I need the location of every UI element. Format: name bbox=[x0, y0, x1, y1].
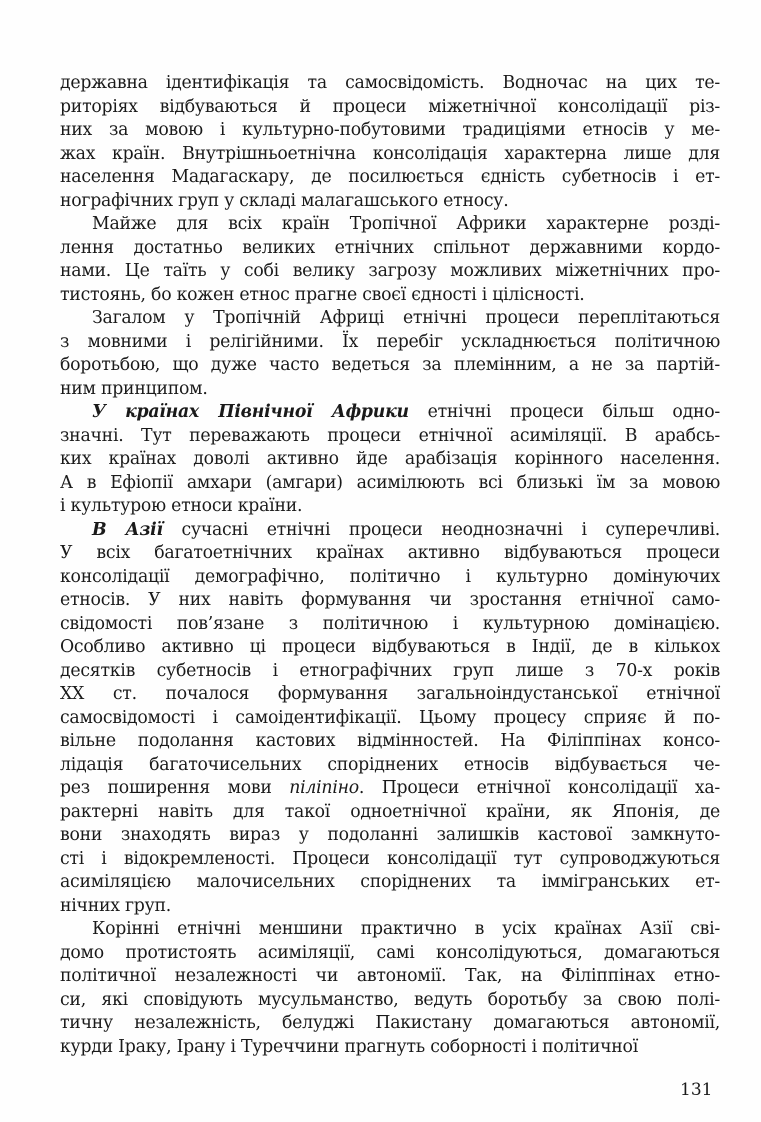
text-line bbox=[60, 613, 720, 637]
paragraph bbox=[60, 918, 720, 1059]
text-line bbox=[60, 213, 720, 237]
text-run: ких країнах доволі активно йде арабізація корінного населення. bbox=[60, 449, 720, 469]
text-run: нами. Це таїть у собі велику загрозу можливих міжетнічних про- bbox=[60, 261, 720, 281]
text-line bbox=[60, 777, 720, 801]
text-run: рез поширення мови bbox=[60, 778, 290, 798]
text-line bbox=[60, 472, 720, 496]
text-run: з мовними і релігійними. Їх перебіг ускладнюється політичною bbox=[60, 331, 720, 352]
text-line bbox=[60, 542, 720, 566]
text-line bbox=[60, 824, 720, 848]
text-line bbox=[60, 96, 720, 120]
text-line bbox=[60, 354, 720, 378]
text-line bbox=[60, 1012, 720, 1036]
text-line bbox=[60, 660, 720, 684]
text-line bbox=[60, 166, 720, 190]
text-run: вільне подолання кастових відмінностей. На Філіппінах консо- bbox=[60, 731, 720, 751]
text-line bbox=[60, 707, 720, 731]
text-run: боротьбою, що дуже часто ведеться за племінним, а не за партій- bbox=[60, 355, 720, 375]
text-run: У всіх багатоетнічних країнах активно відбуваються процеси bbox=[60, 543, 720, 563]
text-run: самосвідомості і самоідентифікації. Цьому процесу сприяє й по- bbox=[60, 707, 720, 728]
text-run: тичну незалежність, белуджі Пакистану домагаються автономії, bbox=[60, 1013, 720, 1033]
text-line bbox=[60, 260, 720, 284]
paragraph bbox=[60, 307, 720, 401]
text-run: нічних груп. bbox=[60, 895, 172, 916]
text-run: курди Іраку, Ірану і Туреччини прагнуть соборності і політичної bbox=[60, 1036, 638, 1057]
text-run: асиміляцією малочисельних споріднених та іммігранських ет- bbox=[60, 872, 720, 892]
text-run: населення Мадагаскару, де посилюється єдність субетносів і ет- bbox=[60, 167, 720, 187]
text-line bbox=[60, 190, 720, 214]
text-run: Майже для всіх країн Тропічної Африки характерне розді- bbox=[92, 214, 720, 234]
paragraph bbox=[60, 519, 720, 919]
text-run: Особливо активно ці процеси відбуваються в Індії, де в кількох bbox=[60, 637, 720, 657]
text-line bbox=[60, 237, 720, 261]
text-run: державна ідентифікація та самосвідомість. Водночас на цих те- bbox=[60, 73, 720, 93]
text-run: свідомості пов’язане з політичною і культурною домінацією. bbox=[60, 613, 720, 634]
text-line bbox=[60, 448, 720, 472]
bold-italic-heading: У країнах Північної Африки bbox=[92, 402, 409, 422]
text-run: . Процеси етнічної консолідації ха- bbox=[358, 778, 720, 798]
text-line bbox=[60, 72, 720, 96]
text-line bbox=[60, 636, 720, 660]
text-line bbox=[60, 730, 720, 754]
italic-term: піліпіно bbox=[289, 778, 359, 798]
text-line bbox=[60, 918, 720, 942]
text-run: і культурою етноси країни. bbox=[60, 496, 303, 516]
text-line bbox=[60, 895, 720, 919]
text-line bbox=[60, 965, 720, 989]
text-line bbox=[60, 1036, 720, 1060]
text-run: рактерні навіть для такої одноетнічної країни, як Японія, де bbox=[60, 801, 720, 822]
text-run: політичної незалежності чи автономії. Так, на Філіппінах етно- bbox=[60, 966, 720, 986]
text-run: лення достатньо великих етнічних спільнот державними кордо- bbox=[60, 237, 720, 258]
text-run: сті і відокремленості. Процеси консолідації тут супроводжуються bbox=[60, 848, 720, 869]
text-line bbox=[60, 871, 720, 895]
text-run: А в Ефіопії амхари (амгари) асимілюють всі близькі їм за мовою bbox=[60, 472, 720, 493]
text-line bbox=[60, 331, 720, 355]
text-line bbox=[60, 119, 720, 143]
text-run: десятків субетносів і етнографічних груп лише з 70-х років bbox=[60, 660, 720, 681]
text-run: домо протистоять асиміляції, самі консолідуються, домагаються bbox=[60, 942, 720, 963]
text-run: риторіях відбуваються й процеси міжетнічної консолідації різ- bbox=[60, 96, 720, 117]
text-run: нографічних груп у складі малагашського етносу. bbox=[60, 190, 509, 211]
text-line bbox=[60, 589, 720, 613]
paragraph bbox=[60, 72, 720, 213]
text-line bbox=[60, 519, 720, 543]
text-run: лідація багаточисельних споріднених етносів відбувається че- bbox=[60, 754, 720, 775]
paragraph bbox=[60, 401, 720, 519]
body-text bbox=[60, 72, 720, 1059]
text-run: значні. Тут переважають процеси етнічної асиміляції. В арабсь- bbox=[60, 425, 720, 446]
bold-italic-heading: В Азії bbox=[92, 519, 163, 540]
text-line bbox=[60, 989, 720, 1013]
text-line bbox=[60, 401, 720, 425]
text-run: Загалом у Тропічній Африці етнічні процеси переплітаються bbox=[92, 308, 720, 328]
text-run: вони знаходять вираз у подоланні залишків кастової замкнуто- bbox=[60, 825, 720, 845]
text-run: жах країн. Внутрішньоетнічна консолідація характерна лише для bbox=[60, 143, 720, 164]
text-line bbox=[60, 566, 720, 590]
text-line bbox=[60, 495, 720, 519]
text-run: етносів. У них навіть формування чи зростання етнічної само- bbox=[60, 590, 720, 610]
page-number: 131 bbox=[680, 1080, 713, 1100]
text-line bbox=[60, 307, 720, 331]
text-line bbox=[60, 848, 720, 872]
text-line bbox=[60, 942, 720, 966]
text-run: сучасні етнічні процеси неоднозначні і суперечливі. bbox=[162, 519, 720, 540]
text-run: XX ст. почалося формування загальноіндустанської етнічної bbox=[60, 684, 720, 704]
text-run: Корінні етнічні меншини практично в усіх країнах Азії сві- bbox=[92, 919, 720, 939]
text-run: етнічні процеси більш одно- bbox=[408, 402, 720, 422]
text-run: тистоянь, бо кожен етнос прагне своєї єдності і цілісності. bbox=[60, 284, 585, 305]
text-run: них за мовою і культурно-побутовими традиціями етносів у ме- bbox=[60, 120, 720, 140]
text-line bbox=[60, 683, 720, 707]
text-line bbox=[60, 425, 720, 449]
paragraph bbox=[60, 213, 720, 307]
text-run: консолідації демографічно, політично і культурно домінуючих bbox=[60, 566, 720, 587]
text-line bbox=[60, 284, 720, 308]
text-line bbox=[60, 378, 720, 402]
text-line bbox=[60, 801, 720, 825]
text-run: ним принципом. bbox=[60, 378, 208, 399]
text-line bbox=[60, 143, 720, 167]
text-line bbox=[60, 754, 720, 778]
text-run: си, які сповідують мусульманство, ведуть боротьбу за свою полі- bbox=[60, 989, 720, 1010]
